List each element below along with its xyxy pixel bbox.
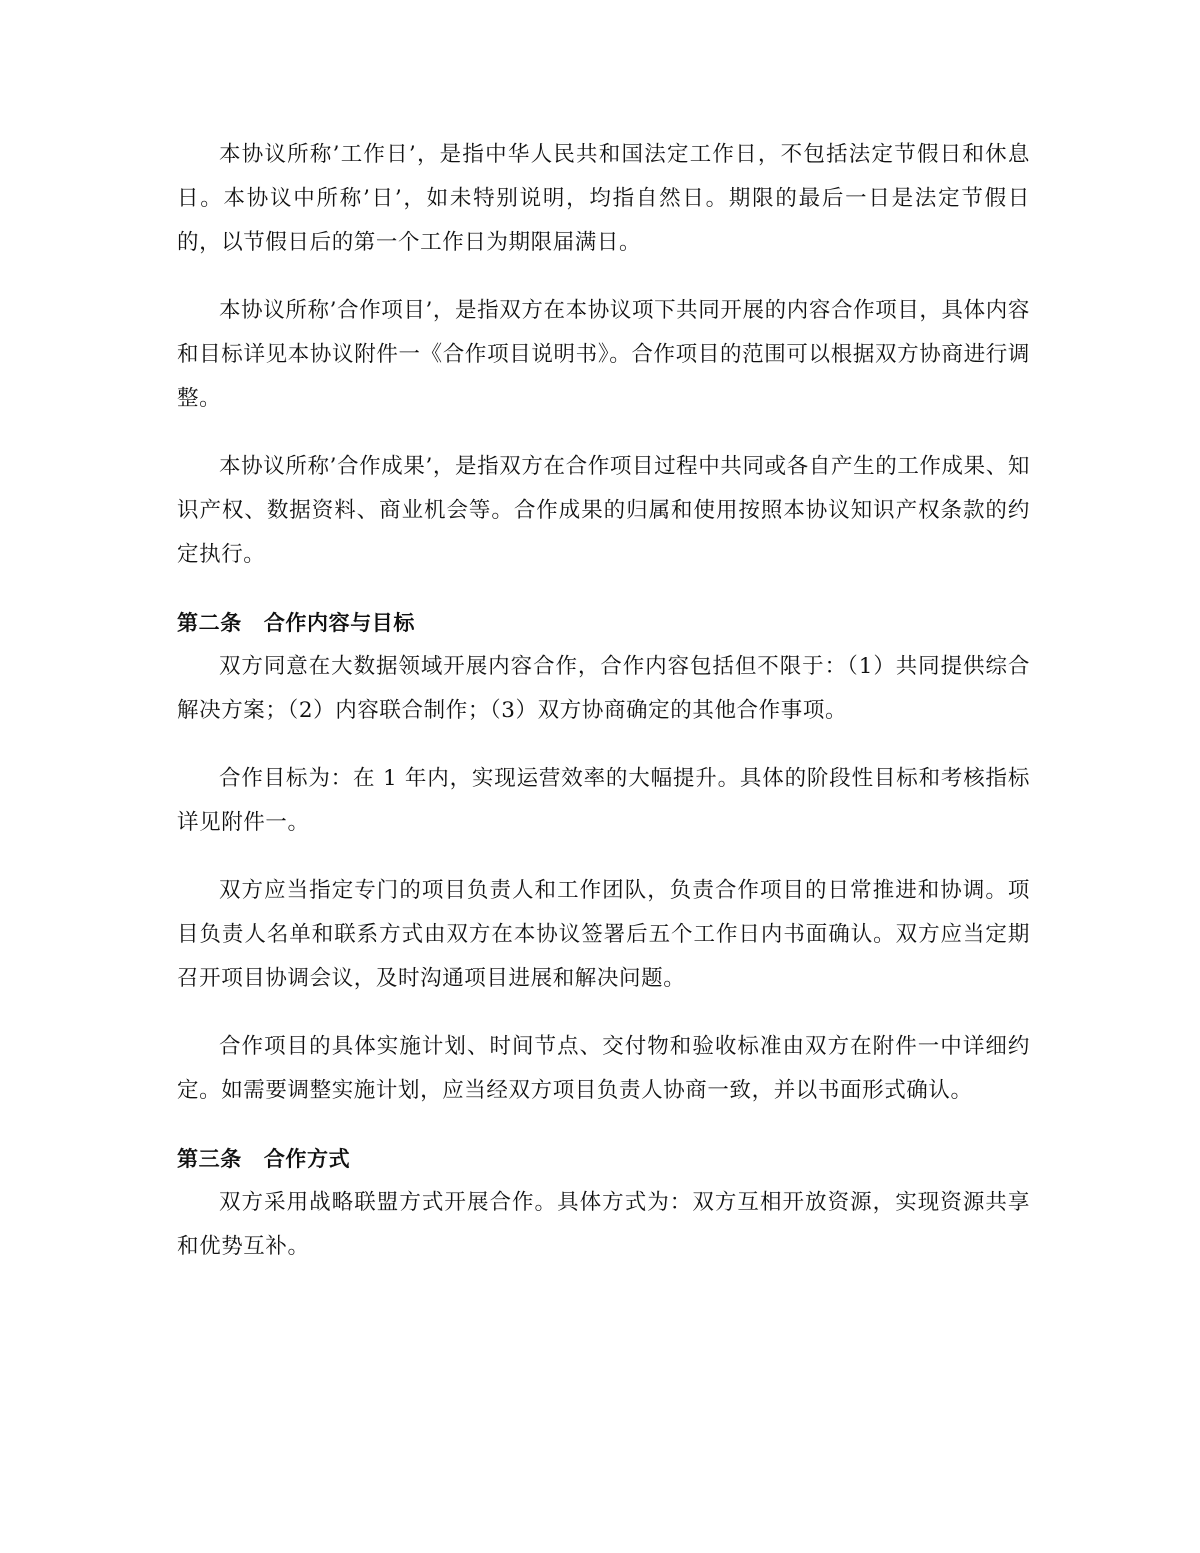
definition-project-paragraph: 本协议所称’合作项目’，是指双方在本协议项下共同开展的内容合作项目，具体内容和目标详见本协议附件一《合作项目说明书》。合作项目的范围可以根据双方协商进行调整。 <box>177 298 1030 411</box>
article-3-heading <box>177 1137 1030 1181</box>
definition-workday-paragraph: 本协议所称’工作日’，是指中华人民共和国法定工作日，不包括法定节假日和休息日。本协议中所称’日’，如未特别说明，均指自然日。期限的最后一日是法定节假日的，以节假日后的第一个工作日为期限届满日。 <box>177 142 1030 255</box>
article-2-title: 合作内容与目标 <box>263 611 416 635</box>
definition-results-paragraph: 本协议所称’合作成果’，是指双方在合作项目过程中共同或各自产生的工作成果、知识产权、数据资料、商业机会等。合作成果的归属和使用按照本协议知识产权条款的约定执行。 <box>177 454 1030 567</box>
article-2-paragraph: 合作目标为：在 1 年内，实现运营效率的大幅提升。具体的阶段性目标和考核指标详见附件一。 <box>177 766 1030 835</box>
document-page <box>177 133 1030 1269</box>
article-3-number: 第三条 <box>177 1147 242 1171</box>
article-2-heading <box>177 601 1030 645</box>
article-2-paragraph: 双方同意在大数据领域开展内容合作，合作内容包括但不限于：（1）共同提供综合解决方案；（2）内容联合制作；（3）双方协商确定的其他合作事项。 <box>177 654 1030 723</box>
article-3-paragraph: 双方采用战略联盟方式开展合作。具体方式为：双方互相开放资源，实现资源共享和优势互补。 <box>177 1190 1030 1259</box>
article-2-paragraph: 双方应当指定专门的项目负责人和工作团队，负责合作项目的日常推进和协调。项目负责人名单和联系方式由双方在本协议签署后五个工作日内书面确认。双方应当定期召开项目协调会议，及时沟通项目进展和解决问题。 <box>177 878 1030 991</box>
article-2-number: 第二条 <box>177 611 242 635</box>
article-2-paragraph: 合作项目的具体实施计划、时间节点、交付物和验收标准由双方在附件一中详细约定。如需要调整实施计划，应当经双方项目负责人协商一致，并以书面形式确认。 <box>177 1034 1030 1103</box>
article-3-title: 合作方式 <box>263 1147 351 1171</box>
